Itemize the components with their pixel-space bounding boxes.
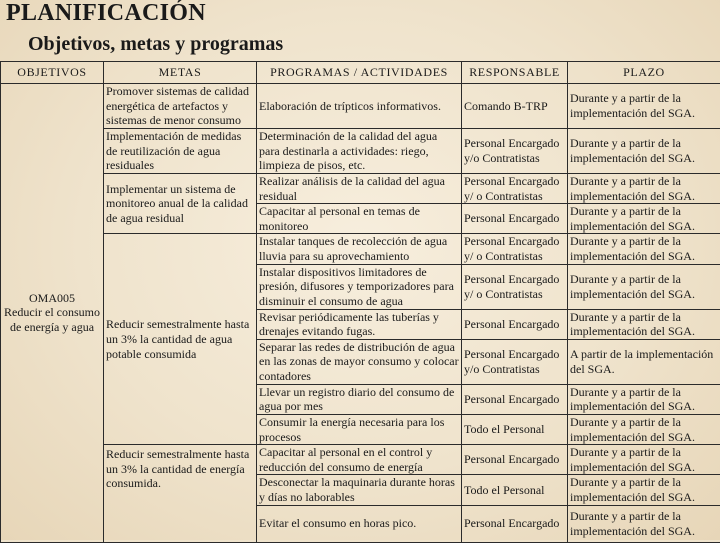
- programa-cell: Desconectar la maquinaria durante horas y días no laborables: [257, 475, 462, 505]
- responsable-cell: Personal Encargado y/ o Contratistas: [462, 234, 568, 264]
- programa-cell: Elaboración de trípticos informativos.: [257, 84, 462, 129]
- programa-cell: Evitar el consumo en horas pico.: [257, 505, 462, 542]
- meta-text: Reducir semestralmente hasta un 3% la cantidad de energía consumida.: [106, 447, 249, 490]
- plazo-cell: Durante y a partir de la implementación del SGA.: [568, 84, 720, 129]
- plazo-cell: Durante y a partir de la implementación del SGA.: [568, 174, 720, 204]
- programa-cell: Llevar un registro diario del consumo de agua por mes: [257, 384, 462, 414]
- table-row: [1, 84, 720, 129]
- plazo-cell: Durante y a partir de la implementación del SGA.: [568, 309, 720, 339]
- plazo-cell: Durante y a partir de la implementación del SGA.: [568, 264, 720, 309]
- responsable-cell: Personal Encargado y/o Contratistas: [462, 339, 568, 384]
- programa-cell: Separar las redes de distribución de agua en las zonas de mayor consumo y colocar contadores: [257, 339, 462, 384]
- programa-cell: Revisar periódicamente las tuberías y drenajes evitando fugas.: [257, 309, 462, 339]
- meta-cell: Reducir semestralmente hasta un 3% la cantidad de agua potable consumida: [104, 234, 257, 445]
- meta-cell: Implementación de medidas de reutilización de agua residuales: [104, 129, 257, 174]
- table-row: [1, 174, 720, 204]
- programa-cell: Realizar análisis de la calidad del agua residual: [257, 174, 462, 204]
- plazo-cell: Durante y a partir de la implementación del SGA.: [568, 204, 720, 234]
- header-row: [1, 62, 720, 84]
- header-metas: METAS: [104, 62, 257, 84]
- responsable-cell: Personal Encargado: [462, 309, 568, 339]
- responsable-cell: Personal Encargado: [462, 384, 568, 414]
- page-subtitle: Objetivos, metas y programas: [28, 33, 283, 56]
- meta-cell: Promover sistemas de calidad energética de artefactos y sistemas de menor consumo: [104, 84, 257, 129]
- programa-cell: Consumir la energía necesaria para los procesos: [257, 414, 462, 444]
- plazo-cell: Durante y a partir de la implementación del SGA.: [568, 445, 720, 475]
- meta-cell: Implementar un sistema de monitoreo anual de la calidad de agua residual: [104, 174, 257, 234]
- responsable-cell: Personal Encargado y/o Contratistas: [462, 129, 568, 174]
- table-row: [1, 234, 720, 264]
- table-row: [1, 445, 720, 475]
- objective-text: OMA005 Reducir el consumo de energía y agua: [4, 291, 100, 334]
- responsable-cell: Personal Encargado: [462, 445, 568, 475]
- responsable-cell: Personal Encargado: [462, 505, 568, 542]
- plazo-cell: A partir de la implementación del SGA.: [568, 339, 720, 384]
- programa-cell: Determinación de la calidad del agua para destinarla a actividades: riego, limpieza de pisos, etc.: [257, 129, 462, 174]
- programa-cell: Instalar tanques de recolección de agua lluvia para su aprovechamiento: [257, 234, 462, 264]
- header-plazo: PLAZO: [568, 62, 720, 84]
- plazo-cell: Durante y a partir de la implementación del SGA.: [568, 234, 720, 264]
- header-objetivos: OBJETIVOS: [1, 62, 104, 84]
- plazo-cell: Durante y a partir de la implementación del SGA.: [568, 505, 720, 542]
- plazo-cell: Durante y a partir de la implementación del SGA.: [568, 129, 720, 174]
- table-row: [1, 129, 720, 174]
- plazo-cell: Durante y a partir de la implementación del SGA.: [568, 384, 720, 414]
- planning-table: [0, 61, 720, 543]
- plazo-cell: Durante y a partir de la implementación del SGA.: [568, 414, 720, 444]
- responsable-cell: Comando B-TRP: [462, 84, 568, 129]
- responsable-cell: Personal Encargado: [462, 204, 568, 234]
- programa-cell: Capacitar al personal en el control y reducción del consumo de energía: [257, 445, 462, 475]
- programa-cell: Instalar dispositivos limitadores de presión, difusores y temporizadores para disminuir el consumo de agua: [257, 264, 462, 309]
- responsable-cell: Todo el Personal: [462, 414, 568, 444]
- responsable-cell: Personal Encargado y/ o Contratistas: [462, 264, 568, 309]
- responsable-cell: Personal Encargado y/ o Contratistas: [462, 174, 568, 204]
- header-responsable: RESPONSABLE: [462, 62, 568, 84]
- objective-cell: [1, 84, 104, 543]
- page-title: PLANIFICACIÓN: [6, 0, 206, 27]
- programa-cell: Capacitar al personal en temas de monitoreo: [257, 204, 462, 234]
- meta-cell: [104, 445, 257, 542]
- responsable-cell: Todo el Personal: [462, 475, 568, 505]
- plazo-cell: Durante y a partir de la implementación del SGA.: [568, 475, 720, 505]
- header-programas: PROGRAMAS / ACTIVIDADES: [257, 62, 462, 84]
